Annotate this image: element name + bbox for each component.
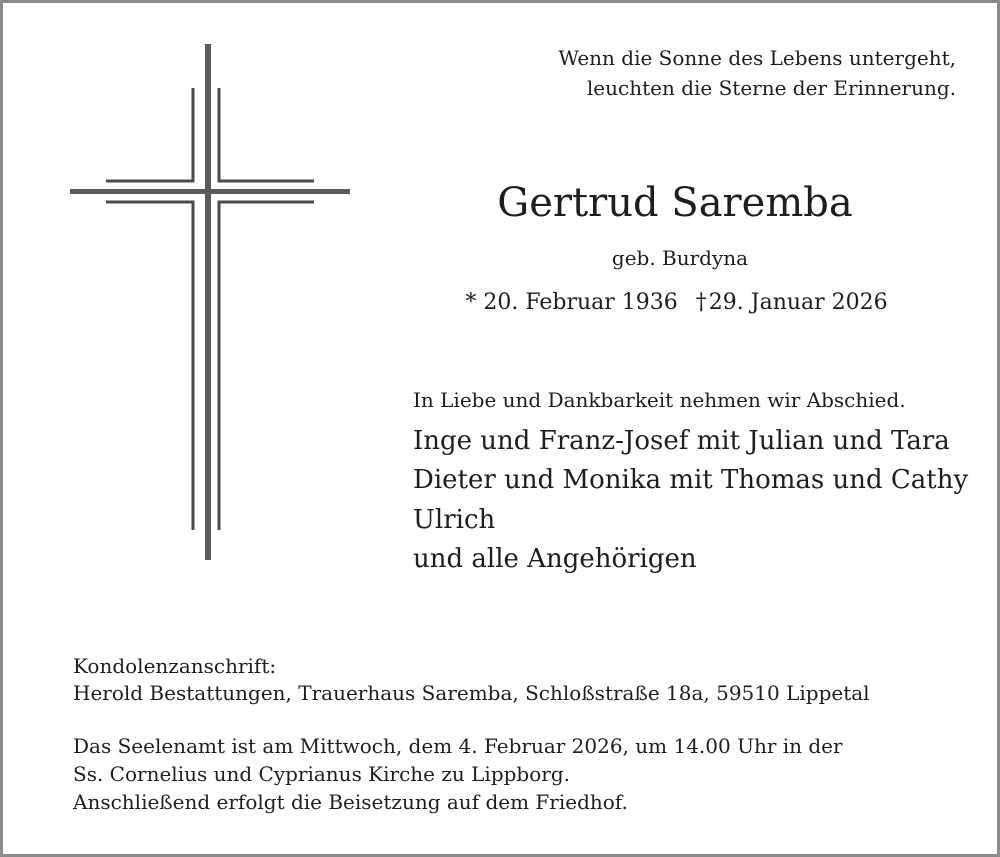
service-line-2: Ss. Cornelius und Cyprianus Kirche zu Lippborg.: [73, 762, 570, 786]
mourner-line: Ulrich: [413, 505, 496, 535]
deceased-name: Gertrud Saremba: [497, 180, 853, 226]
service-line-3: Anschließend erfolgt die Beisetzung auf dem Friedhof.: [73, 790, 628, 814]
birth-date: * 20. Februar 1936: [465, 290, 678, 315]
service-line-1: Das Seelenamt ist am Mittwoch, dem 4. Februar 2026, um 14.00 Uhr in der: [73, 734, 843, 758]
condolence-label: Kondolenzanschrift:: [73, 654, 277, 678]
maiden-name: geb. Burdyna: [611, 246, 749, 270]
mourner-line: Dieter und Monika mit Thomas und Cathy: [413, 465, 969, 495]
condolence-address: Herold Bestattungen, Trauerhaus Saremba, Schloßstraße 18a, 59510 Lippetal: [73, 681, 870, 705]
death-cross-icon: †: [695, 290, 707, 315]
death-date: 29. Januar 2026: [708, 290, 888, 315]
life-dates: [0, 292, 1000, 314]
motto-line-2: leuchten die Sterne der Erinnerung.: [586, 76, 956, 100]
motto-line-1: Wenn die Sonne des Lebens untergeht,: [558, 46, 956, 70]
mourner-line: Inge und Franz-Josef mit Julian und Tara: [413, 426, 950, 456]
mourner-line: und alle Angehörigen: [413, 544, 697, 574]
farewell-text: In Liebe und Dankbarkeit nehmen wir Abschied.: [413, 388, 906, 412]
